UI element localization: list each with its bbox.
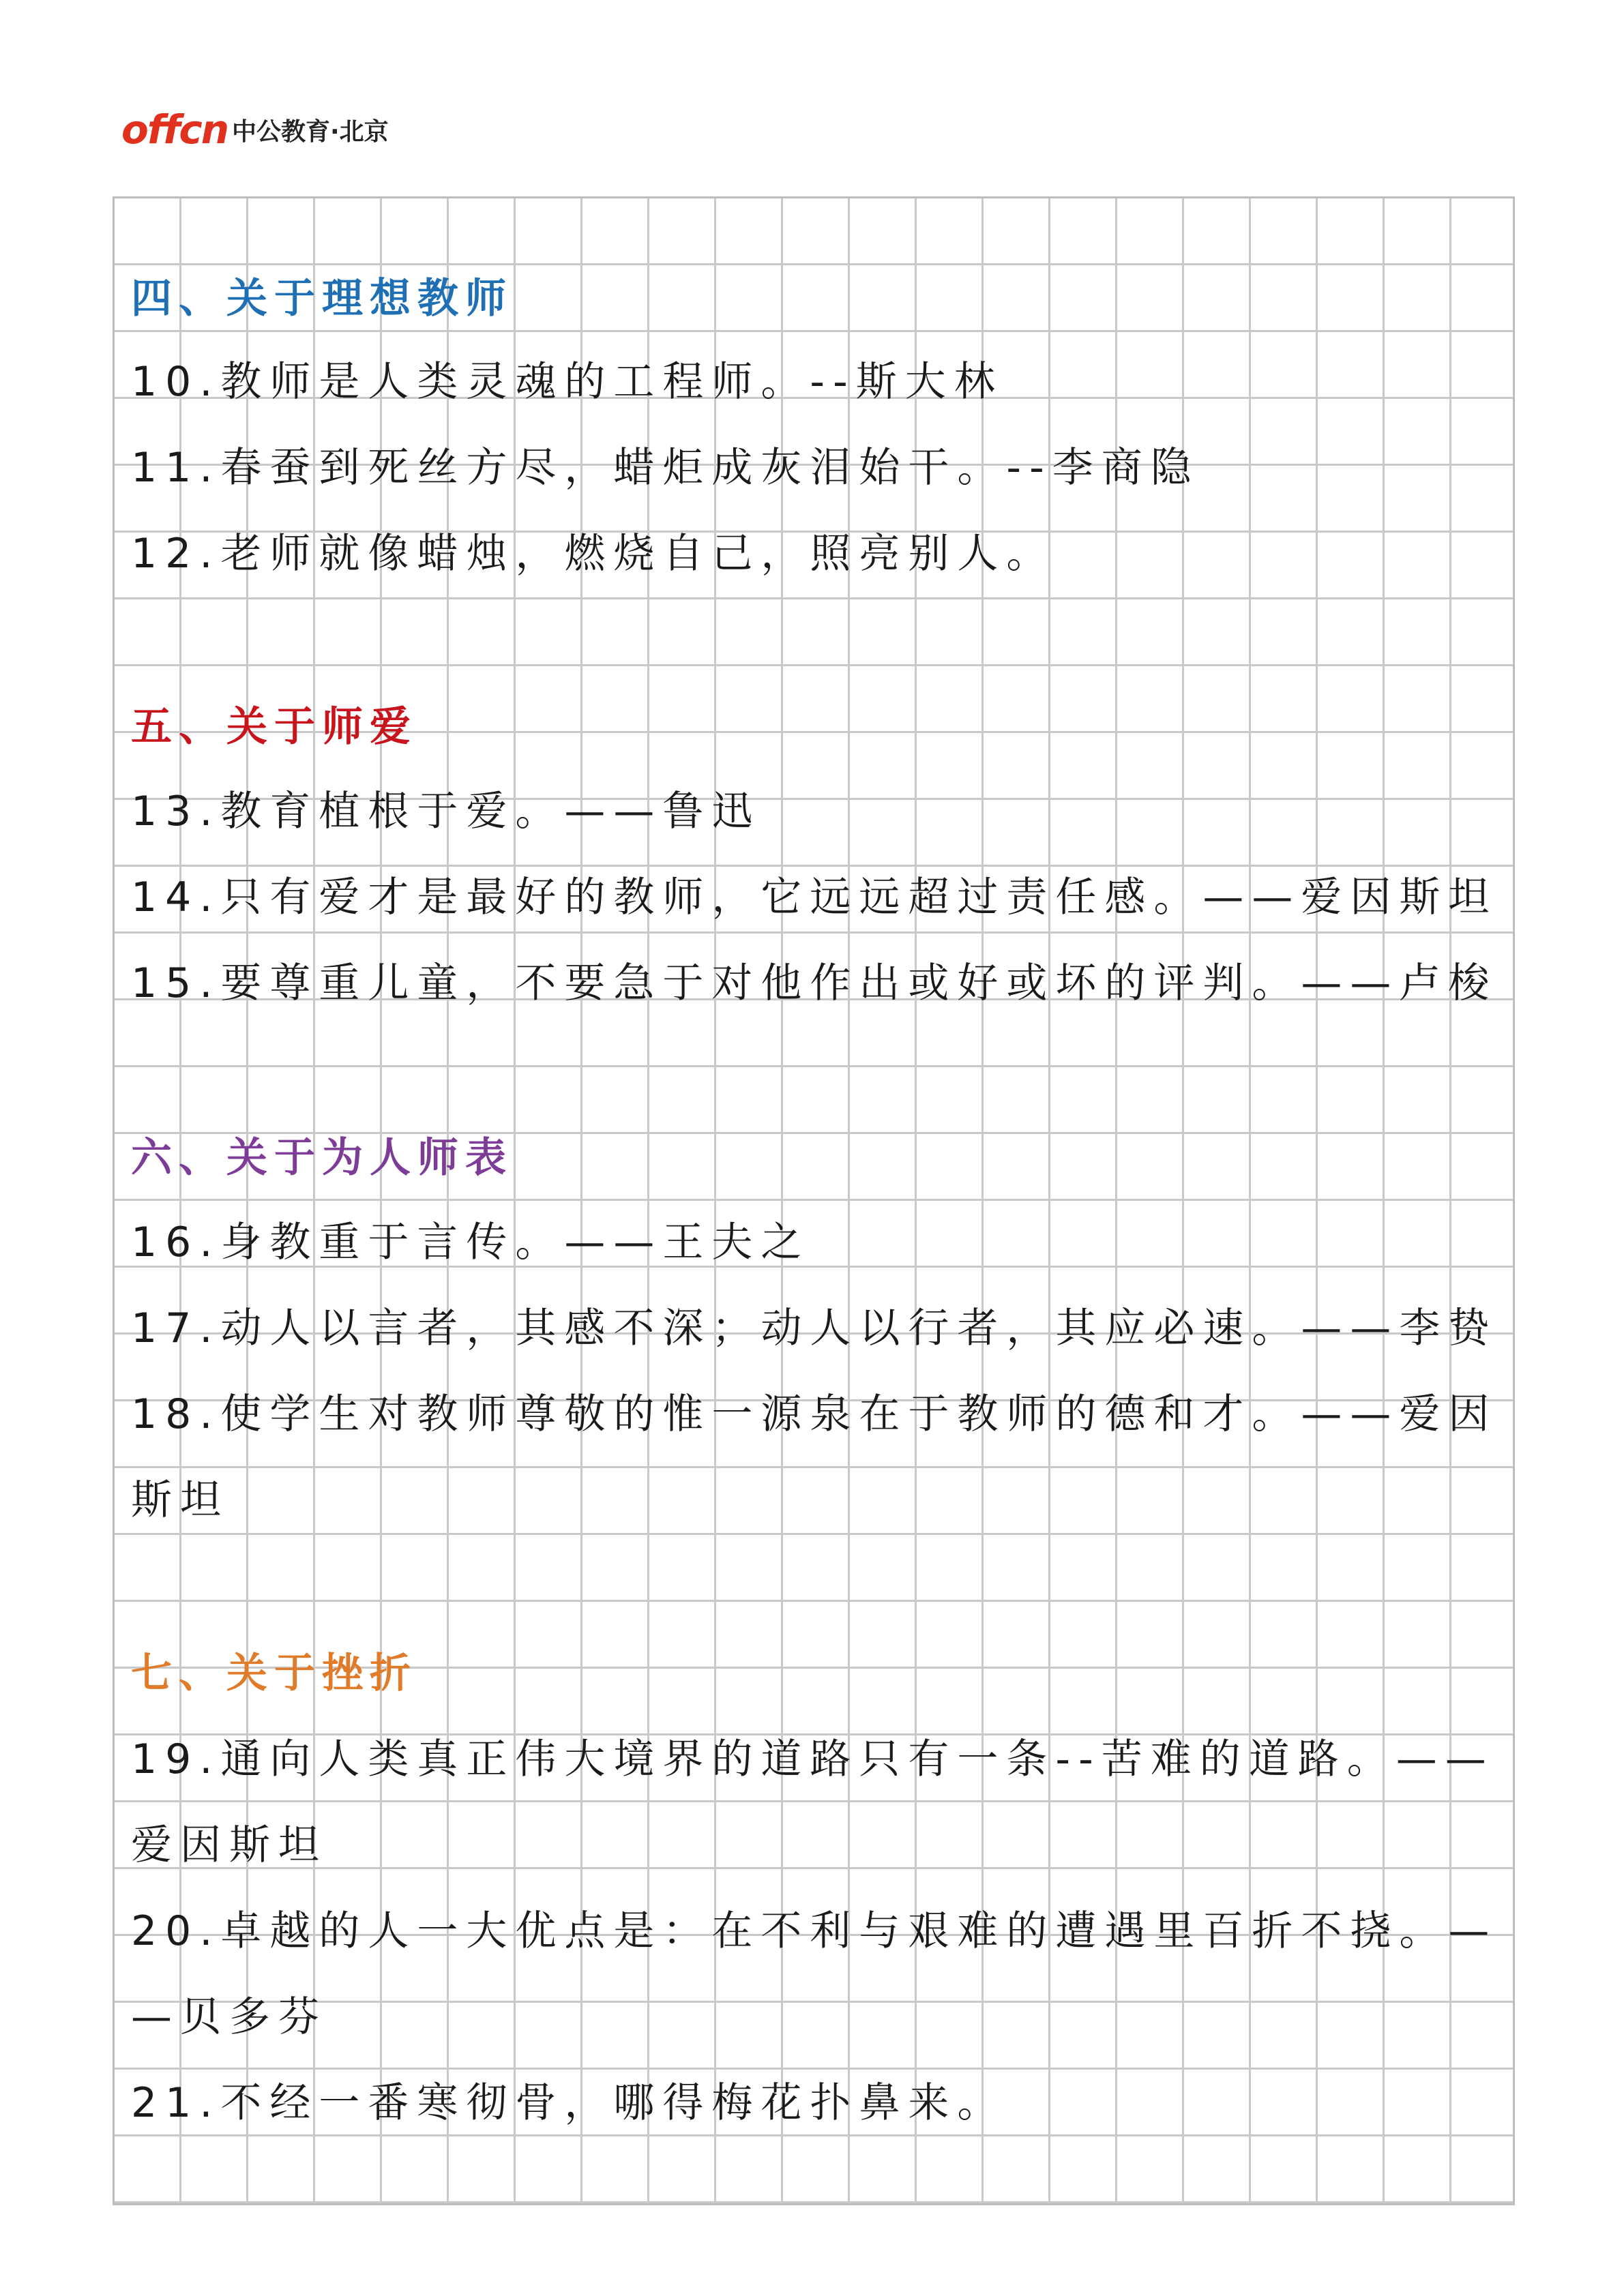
quote-line: 13.教育植根于爱。——鲁迅 [131, 788, 761, 835]
quote-line: 12.老师就像蜡烛，燃烧自己，照亮别人。 [131, 530, 1056, 578]
offcn-logo [121, 102, 389, 157]
quote-line: 斯坦 [131, 1476, 229, 1524]
quote-line: 16.身教重于言传。——王夫之 [131, 1219, 810, 1266]
logo-text: 中公教育·北京 [232, 117, 389, 146]
section-heading-ideal-teacher: 四、关于理想教师 [131, 275, 513, 323]
section-heading-setbacks: 七、关于挫折 [131, 1650, 417, 1697]
quote-line: 10.教师是人类灵魂的工程师。--斯大林 [131, 358, 1003, 406]
quote-line: 15.要尊重儿童，不要急于对他作出或好或坏的评判。——卢梭 [131, 959, 1498, 1007]
quote-line: 21.不经一番寒彻骨，哪得梅花扑鼻来。 [131, 2079, 1007, 2127]
quote-line: 14.只有爱才是最好的教师，它远远超过责任感。——爱因斯坦 [131, 874, 1498, 921]
quote-line: 爱因斯坦 [131, 1821, 327, 1869]
quote-line: 20.卓越的人一大优点是：在不利与艰难的遭遇里百折不挠。— [131, 1907, 1498, 1955]
section-heading-role-model: 六、关于为人师表 [131, 1134, 513, 1182]
quote-line: 17.动人以言者，其感不深；动人以行者，其应必速。——李贽 [131, 1304, 1498, 1352]
quote-line: 11.春蚕到死丝方尽，蜡炬成灰泪始干。--李商隐 [131, 444, 1200, 492]
section-heading-teacher-love: 五、关于师爱 [131, 703, 417, 751]
quote-line: 18.使学生对教师尊敬的惟一源泉在于教师的德和才。——爱因 [131, 1390, 1498, 1438]
grid-paper-background [113, 196, 1515, 2205]
quote-line: 19.通向人类真正伟大境界的道路只有一条--苦难的道路。—— [131, 1735, 1494, 1783]
quote-line: —贝多芬 [131, 1993, 327, 2041]
logo-mark: offcn [121, 106, 228, 153]
